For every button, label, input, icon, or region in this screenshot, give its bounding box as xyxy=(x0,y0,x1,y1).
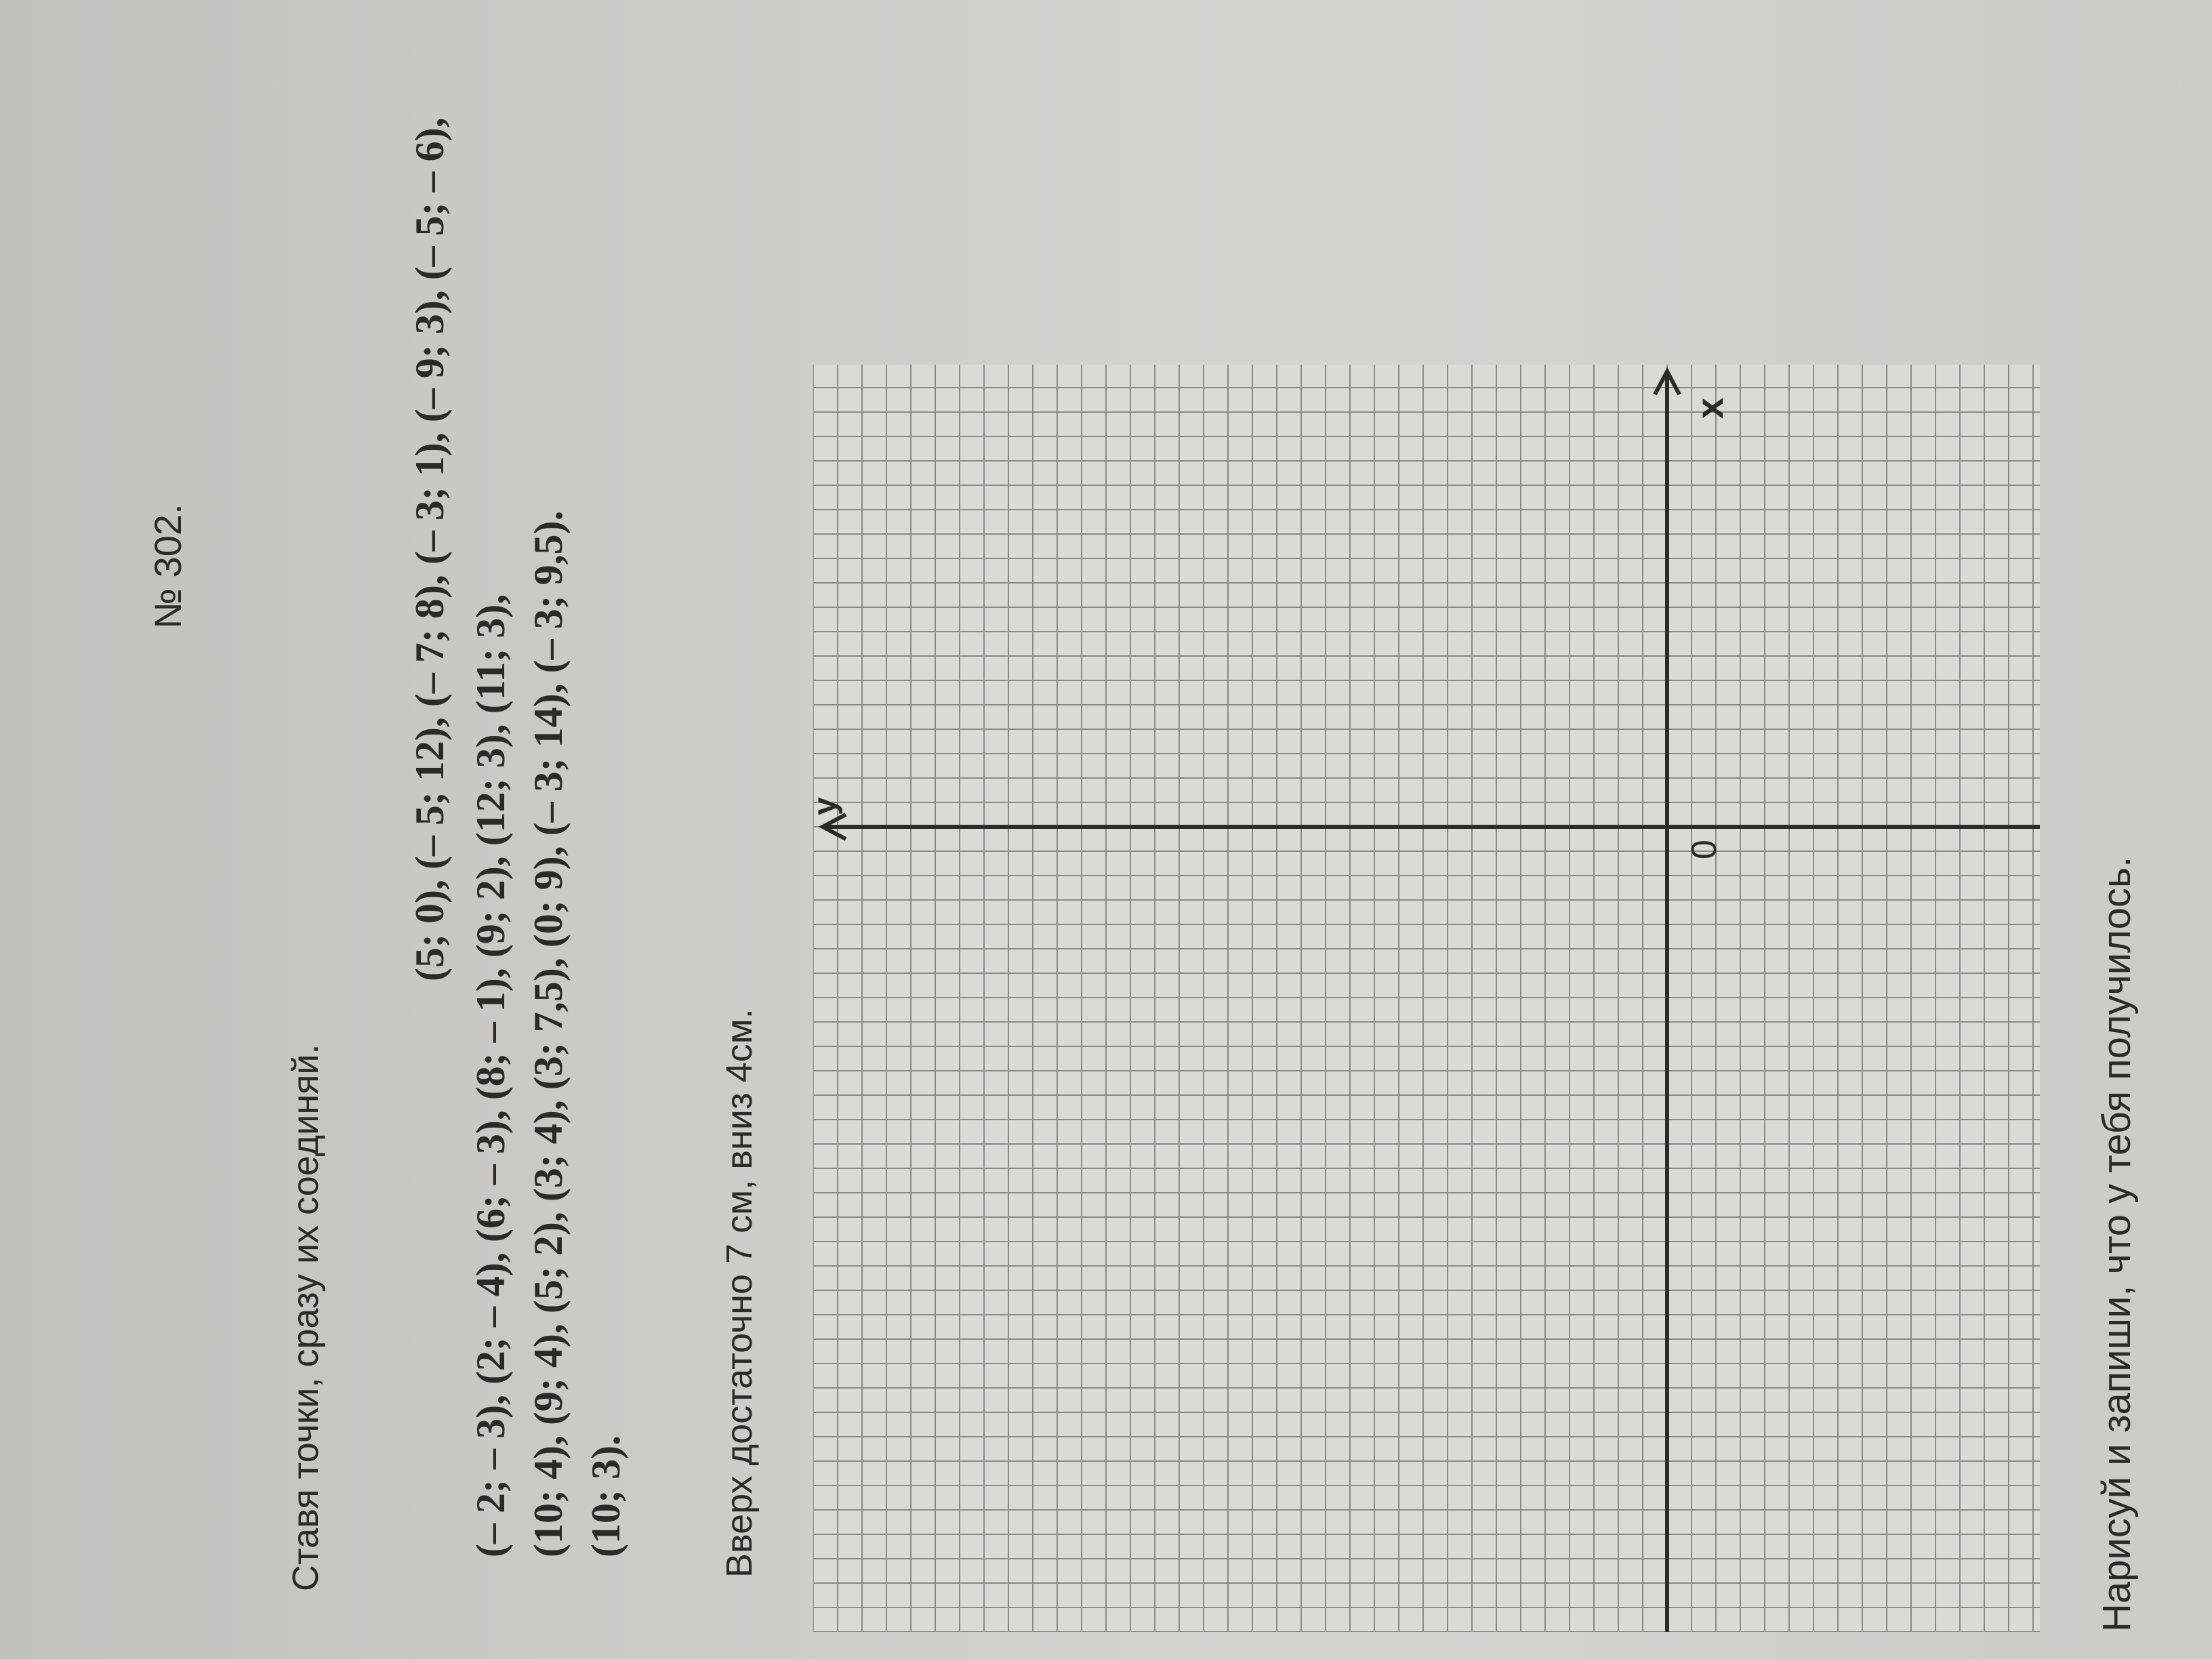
points-line: (10; 3). xyxy=(583,1435,628,1557)
hint-text: Вверх достаточно 7 см, вниз 4см. xyxy=(719,1008,760,1578)
points-line: (– 2; – 3), (2; – 4), (6; – 3), (8; – 1), (9; 2), (12; 3), (11; 3), xyxy=(468,594,513,1557)
coordinate-grid xyxy=(807,365,2040,1632)
y-axis-label: y xyxy=(807,797,843,815)
final-task-text: Нарисуй и запиши, что у тебя получилось. xyxy=(2095,856,2139,1632)
instruction-text: Ставя точки, сразу их соединяй. xyxy=(285,1044,326,1591)
problem-number: № 302. xyxy=(146,504,189,629)
grid-graphic xyxy=(813,365,2040,1632)
points-line: (10; 4), (9; 4), (5; 2), (3; 4), (3; 7,5), (0; 9), (– 3; 14), (– 3; 9,5). xyxy=(526,510,571,1557)
origin-label: 0 xyxy=(1685,840,1724,859)
x-axis-label: x xyxy=(1688,397,1731,419)
points-line: (5; 0), (– 5; 12), (– 7; 8), (– 3; 1), (– 9; 3), (– 5; – 6), xyxy=(407,117,452,981)
